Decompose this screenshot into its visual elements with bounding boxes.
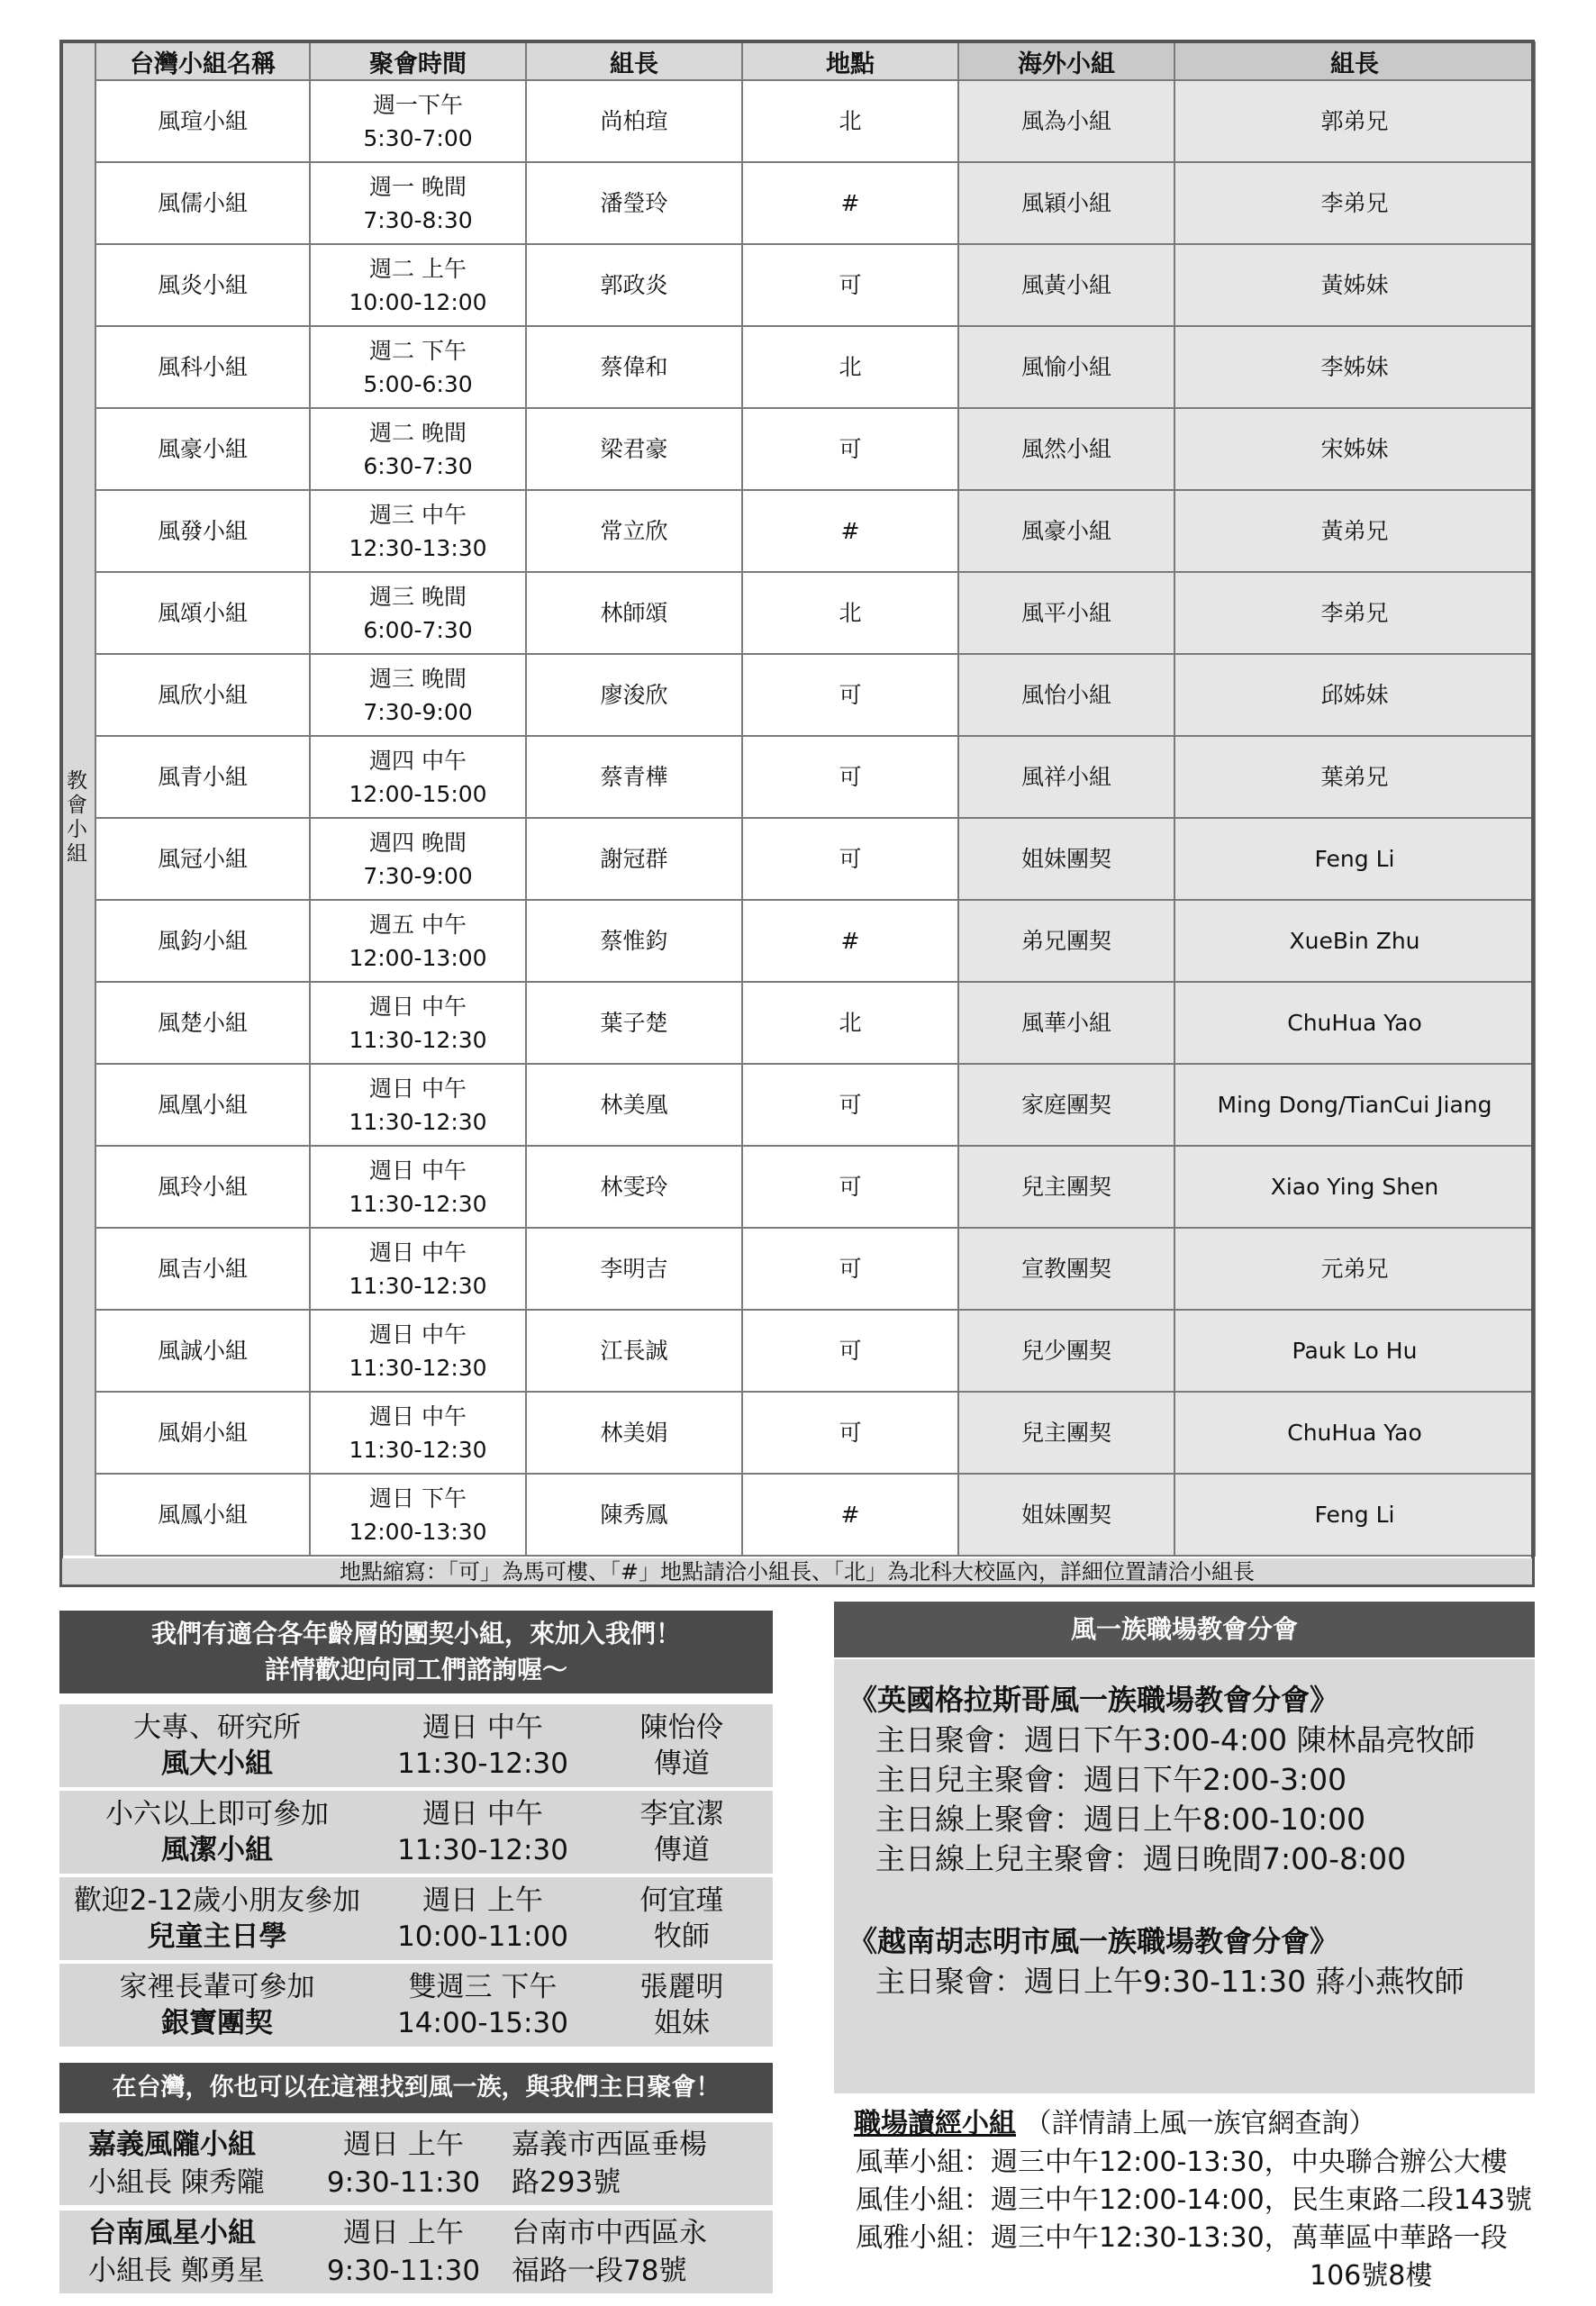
group-name: 風玲小組 — [95, 1146, 310, 1228]
meeting-day: 週日 中午 — [369, 993, 467, 1020]
meeting-time — [310, 1064, 526, 1146]
location-code: 可 — [742, 818, 958, 900]
overseas-leader: 李弟兄 — [1174, 162, 1535, 244]
taiwan-group-name: 嘉義風隴小組 — [88, 2129, 256, 2161]
meeting-day: 週日 下午 — [369, 1484, 467, 1512]
group-name: 風儒小組 — [95, 162, 310, 244]
table-row — [59, 900, 1535, 982]
taiwan-group-hours: 9:30-11:30 — [326, 2166, 481, 2199]
taiwan-group-address-line2: 路293號 — [512, 2166, 621, 2199]
table-row — [59, 1392, 1535, 1474]
overseas-group-name: 風怡小組 — [958, 654, 1174, 736]
overseas-group-name: 兒主團契 — [958, 1146, 1174, 1228]
fellowship-contact — [591, 1791, 773, 1874]
overseas-leader: 郭弟兄 — [1174, 80, 1535, 162]
overseas-group-name: 姐妹團契 — [958, 818, 1174, 900]
overseas-group-name: 風平小組 — [958, 572, 1174, 654]
group-name: 風吉小組 — [95, 1228, 310, 1310]
group-name: 風欣小組 — [95, 654, 310, 736]
meeting-time — [310, 1146, 526, 1228]
meeting-day: 週五 中午 — [369, 911, 467, 938]
overseas-leader: Pauk Lo Hu — [1174, 1310, 1535, 1392]
group-name: 風冠小組 — [95, 818, 310, 900]
fellowship-name: 風大小組 — [161, 1748, 273, 1780]
fellowship-group — [59, 1877, 375, 1960]
group-name: 風青小組 — [95, 736, 310, 818]
meeting-hours: 7:30-9:00 — [363, 862, 473, 889]
meeting-hours: 5:00-6:30 — [363, 370, 473, 397]
taiwan-group-address-line1: 嘉義市西區垂楊 — [512, 2129, 707, 2161]
fellowship-contact — [591, 1877, 773, 1960]
small-group-table — [59, 41, 1536, 1557]
table-row — [59, 572, 1535, 654]
fellowship-contact-role: 傳道 — [654, 1748, 710, 1780]
table-row — [59, 326, 1535, 408]
overseas-leader: 宋姊妹 — [1174, 408, 1535, 490]
glasgow-schedule-line: 主日線上聚會：週日上午8:00-10:00 — [875, 1802, 1366, 1837]
meeting-hours: 6:00-7:30 — [363, 616, 473, 643]
location-code: 可 — [742, 1146, 958, 1228]
fellowship-header-line2: 詳情歡迎向同工們諮詢喔～ — [264, 1655, 567, 1684]
fellowship-contact-role: 傳道 — [654, 1834, 710, 1866]
location-code: 北 — [742, 982, 958, 1064]
overseas-group-name: 風然小組 — [958, 408, 1174, 490]
fellowship-desc: 歡迎2-12歲小朋友參加 — [73, 1884, 361, 1917]
bible-study-last-line: 106號8樓 — [1310, 2260, 1433, 2292]
group-name: 風頌小組 — [95, 572, 310, 654]
table-row — [59, 80, 1535, 162]
fellowship-row — [59, 1964, 773, 2047]
meeting-hours: 12:30-13:30 — [349, 534, 487, 561]
overseas-group-name: 風為小組 — [958, 80, 1174, 162]
location-code: # — [742, 162, 958, 244]
meeting-time — [310, 1228, 526, 1310]
location-code: # — [742, 490, 958, 572]
fellowship-day: 週日 中午 — [422, 1798, 543, 1830]
fellowship-table — [59, 1701, 773, 2050]
fellowship-name: 風潔小組 — [161, 1834, 273, 1866]
glasgow-schedule-line: 主日線上兒主聚會：週日晚間7:00-8:00 — [875, 1841, 1407, 1876]
overseas-leader: Xiao Ying Shen — [1174, 1146, 1535, 1228]
overseas-group-name: 姐妹團契 — [958, 1474, 1174, 1556]
fellowship-name: 兒童主日學 — [147, 1920, 287, 1953]
overseas-group-name: 風愉小組 — [958, 326, 1174, 408]
table-row — [59, 490, 1535, 572]
group-leader: 謝冠群 — [526, 818, 742, 900]
fellowship-time — [375, 1791, 591, 1874]
overseas-group-name: 風豪小組 — [958, 490, 1174, 572]
overseas-leader: 邱姊妹 — [1174, 654, 1535, 736]
meeting-hours: 10:00-12:00 — [349, 288, 487, 315]
taiwan-group-day: 週日 上午 — [343, 2217, 464, 2249]
location-code: 可 — [742, 408, 958, 490]
group-leader: 廖浚欣 — [526, 654, 742, 736]
group-leader: 李明吉 — [526, 1228, 742, 1310]
table-row — [59, 1064, 1535, 1146]
fellowship-group — [59, 1791, 375, 1874]
overseas-leader: Feng Li — [1174, 818, 1535, 900]
meeting-day: 週日 中午 — [369, 1239, 467, 1266]
overseas-leader: XueBin Zhu — [1174, 900, 1535, 982]
group-name: 風鳳小組 — [95, 1474, 310, 1556]
bible-study-line: 風雅小組：週三中午12:30-13:30，萬華區中華路一段 — [856, 2222, 1508, 2254]
taiwan-group-address-line2: 福路一段78號 — [512, 2255, 687, 2287]
group-leader: 林雯玲 — [526, 1146, 742, 1228]
meeting-hours: 6:30-7:30 — [363, 452, 473, 479]
table-row — [59, 408, 1535, 490]
location-code: 北 — [742, 572, 958, 654]
location-code: 可 — [742, 244, 958, 326]
fellowship-day: 週日 上午 — [422, 1884, 543, 1917]
meeting-time — [310, 900, 526, 982]
meeting-time — [310, 818, 526, 900]
group-leader: 梁君豪 — [526, 408, 742, 490]
meeting-time — [310, 572, 526, 654]
fellowship-time — [375, 1877, 591, 1960]
location-code: 可 — [742, 1392, 958, 1474]
overseas-group-name: 家庭團契 — [958, 1064, 1174, 1146]
group-name: 風鈞小組 — [95, 900, 310, 982]
table-row — [59, 244, 1535, 326]
taiwan-group-address — [485, 2211, 773, 2293]
workplace-branch-header: 風一族職場教會分會 — [834, 1602, 1535, 1657]
taiwan-group-row — [59, 2122, 773, 2205]
fellowship-contact-name: 何宜瑾 — [639, 1884, 724, 1917]
meeting-hours: 12:00-13:30 — [349, 1518, 487, 1545]
group-name: 風炎小組 — [95, 244, 310, 326]
meeting-day: 週日 中午 — [369, 1075, 467, 1102]
header-overseas-group: 海外小組 — [958, 42, 1174, 80]
table-row — [59, 654, 1535, 736]
meeting-time — [310, 1310, 526, 1392]
taiwan-groups-header: 在台灣，你也可以在這裡找到風一族，與我們主日聚會！ — [59, 2063, 773, 2113]
meeting-day: 週日 中午 — [369, 1403, 467, 1430]
group-name: 風科小組 — [95, 326, 310, 408]
overseas-group-name: 風穎小組 — [958, 162, 1174, 244]
overseas-group-name: 風黃小組 — [958, 244, 1174, 326]
taiwan-group-row — [59, 2211, 773, 2293]
meeting-hours: 11:30-12:30 — [349, 1190, 487, 1217]
meeting-hours: 12:00-13:00 — [349, 944, 487, 971]
group-leader: 郭政炎 — [526, 244, 742, 326]
table-row — [59, 1310, 1535, 1392]
meeting-time — [310, 326, 526, 408]
group-leader: 常立欣 — [526, 490, 742, 572]
location-code: # — [742, 900, 958, 982]
group-leader: 蔡惟鈞 — [526, 900, 742, 982]
meeting-day: 週一 晚間 — [369, 173, 467, 200]
meeting-hours: 7:30-8:30 — [363, 206, 473, 233]
meeting-time — [310, 244, 526, 326]
group-leader: 蔡偉和 — [526, 326, 742, 408]
group-name: 風瑄小組 — [95, 80, 310, 162]
table-row — [59, 982, 1535, 1064]
fellowship-day: 週日 中午 — [422, 1711, 543, 1744]
fellowship-hours: 11:30-12:30 — [397, 1834, 568, 1866]
meeting-hours: 12:00-15:00 — [349, 780, 487, 807]
header-blank — [59, 42, 95, 80]
overseas-leader: 李弟兄 — [1174, 572, 1535, 654]
fellowship-contact-name: 陳怡伶 — [639, 1711, 724, 1744]
overseas-leader: ChuHua Yao — [1174, 982, 1535, 1064]
fellowship-contact-name: 張麗明 — [639, 1971, 724, 2003]
table-row — [59, 1146, 1535, 1228]
meeting-hours: 11:30-12:30 — [349, 1436, 487, 1463]
group-leader: 林師頌 — [526, 572, 742, 654]
header-location: 地點 — [742, 42, 958, 80]
fellowship-group — [59, 1704, 375, 1787]
bible-study-line: 風華小組：週三中午12:00-13:30，中央聯合辦公大樓 — [856, 2147, 1508, 2178]
header-taiwan-group: 台灣小組名稱 — [95, 42, 310, 80]
taiwan-group-hours: 9:30-11:30 — [326, 2255, 481, 2287]
table-row — [59, 1228, 1535, 1310]
meeting-time — [310, 1392, 526, 1474]
overseas-group-name: 風華小組 — [958, 982, 1174, 1064]
meeting-hours: 11:30-12:30 — [349, 1272, 487, 1299]
overseas-leader: 葉弟兄 — [1174, 736, 1535, 818]
fellowship-desc: 小六以上即可參加 — [105, 1798, 329, 1830]
meeting-hours: 11:30-12:30 — [349, 1354, 487, 1381]
group-name: 風誠小組 — [95, 1310, 310, 1392]
taiwan-group-address-line1: 台南市中西區永 — [512, 2217, 707, 2249]
group-leader: 江長誠 — [526, 1310, 742, 1392]
hcmc-schedule-line: 主日聚會：週日上午9:30-11:30 蔣小燕牧師 — [875, 1964, 1465, 1999]
fellowship-row — [59, 1877, 773, 1960]
fellowship-header — [59, 1611, 773, 1693]
location-code: 北 — [742, 80, 958, 162]
group-name: 風凰小組 — [95, 1064, 310, 1146]
overseas-leader: 李姊妹 — [1174, 326, 1535, 408]
overseas-group-name: 兒少團契 — [958, 1310, 1174, 1392]
group-leader: 林美娟 — [526, 1392, 742, 1474]
meeting-day: 週日 中午 — [369, 1157, 467, 1184]
meeting-day: 週三 晚間 — [369, 583, 467, 610]
group-leader: 蔡青樺 — [526, 736, 742, 818]
table-header-row — [59, 42, 1535, 80]
fellowship-contact-role: 牧師 — [654, 1920, 710, 1953]
workplace-bible-study — [854, 2104, 1574, 2295]
bible-study-note: （詳情請上風一族官網查詢） — [1024, 2108, 1376, 2139]
meeting-day: 週三 中午 — [369, 501, 467, 528]
meeting-day: 週日 中午 — [369, 1321, 467, 1348]
meeting-hours: 7:30-9:00 — [363, 698, 473, 725]
glasgow-schedule-line: 主日兒主聚會：週日下午2:00-3:00 — [875, 1762, 1347, 1797]
fellowship-hours: 11:30-12:30 — [397, 1748, 568, 1780]
glasgow-schedule-line: 主日聚會：週日下午3:00-4:00 陳林晶亮牧師 — [875, 1722, 1475, 1757]
side-label — [59, 80, 95, 1556]
fellowship-desc: 家裡長輩可參加 — [119, 1971, 315, 2003]
meeting-day: 週三 晚間 — [369, 665, 467, 692]
group-leader: 林美凰 — [526, 1064, 742, 1146]
location-footnote: 地點縮寫：「可」為馬可樓、「#」地點請洽小組長、「北」為北科大校區內，詳細位置請洽小組長 — [59, 1558, 1535, 1587]
fellowship-contact — [591, 1964, 773, 2047]
fellowship-group — [59, 1964, 375, 2047]
meeting-hours: 5:30-7:00 — [363, 124, 473, 151]
location-code: 可 — [742, 1310, 958, 1392]
bible-study-heading — [854, 2104, 1574, 2144]
overseas-leader: 元弟兄 — [1174, 1228, 1535, 1310]
overseas-leader: Feng Li — [1174, 1474, 1535, 1556]
taiwan-group-leader: 小組長 鄭勇星 — [88, 2255, 265, 2287]
fellowship-name: 銀寶團契 — [161, 2007, 273, 2039]
location-code: # — [742, 1474, 958, 1556]
meeting-hours: 11:30-12:30 — [349, 1026, 487, 1053]
meeting-time — [310, 162, 526, 244]
group-leader: 陳秀鳳 — [526, 1474, 742, 1556]
fellowship-row — [59, 1791, 773, 1874]
overseas-leader: Ming Dong/TianCui Jiang — [1174, 1064, 1535, 1146]
taiwan-group — [59, 2122, 322, 2205]
side-label-text: 教會小組 — [67, 769, 87, 866]
fellowship-desc: 大專、研究所 — [133, 1711, 301, 1744]
location-code: 可 — [742, 1228, 958, 1310]
meeting-day: 週二 下午 — [369, 337, 467, 364]
meeting-day: 週四 晚間 — [369, 829, 467, 856]
table-row — [59, 818, 1535, 900]
meeting-day: 週一下午 — [372, 91, 463, 118]
overseas-leader: 黃姊妹 — [1174, 244, 1535, 326]
overseas-group-name: 風祥小組 — [958, 736, 1174, 818]
table-row — [59, 1474, 1535, 1556]
meeting-day: 週二 晚間 — [369, 419, 467, 446]
taiwan-group — [59, 2211, 322, 2293]
group-name: 風發小組 — [95, 490, 310, 572]
meeting-time — [310, 654, 526, 736]
location-code: 可 — [742, 1064, 958, 1146]
bible-study-line: 風佳小組：週三中午12:00-14:00，民生東路二段143號 — [856, 2184, 1532, 2216]
meeting-time — [310, 1474, 526, 1556]
meeting-time — [310, 408, 526, 490]
meeting-day: 週四 中午 — [369, 747, 467, 774]
fellowship-header-line1: 我們有適合各年齡層的團契小組，來加入我們！ — [150, 1619, 681, 1648]
taiwan-group-leader: 小組長 陳秀隴 — [88, 2166, 265, 2199]
fellowship-time — [375, 1704, 591, 1787]
meeting-time — [310, 736, 526, 818]
workplace-branch-box — [834, 1659, 1535, 2093]
header-leader: 組長 — [526, 42, 742, 80]
location-code: 可 — [742, 736, 958, 818]
group-leader: 潘瑩玲 — [526, 162, 742, 244]
overseas-group-name: 兒主團契 — [958, 1392, 1174, 1474]
table-row — [59, 736, 1535, 818]
overseas-group-name: 宣教團契 — [958, 1228, 1174, 1310]
taiwan-groups-table — [59, 2117, 773, 2299]
group-name: 風豪小組 — [95, 408, 310, 490]
location-code: 可 — [742, 654, 958, 736]
overseas-leader: 黃弟兄 — [1174, 490, 1535, 572]
fellowship-row — [59, 1704, 773, 1787]
taiwan-group-time — [322, 2122, 485, 2205]
hcmc-title: 《越南胡志明市風一族職場教會分會》 — [848, 1924, 1339, 1958]
fellowship-contact-name: 李宜潔 — [639, 1798, 724, 1830]
taiwan-group-address — [485, 2122, 773, 2205]
taiwan-group-time — [322, 2211, 485, 2293]
fellowship-time — [375, 1964, 591, 2047]
taiwan-group-name: 台南風星小組 — [88, 2217, 256, 2249]
group-name: 風娟小組 — [95, 1392, 310, 1474]
overseas-leader: ChuHua Yao — [1174, 1392, 1535, 1474]
taiwan-group-day: 週日 上午 — [343, 2129, 464, 2161]
glasgow-title: 《英國格拉斯哥風一族職場教會分會》 — [848, 1683, 1339, 1717]
fellowship-day: 雙週三 下午 — [408, 1971, 558, 2003]
meeting-time — [310, 80, 526, 162]
table-row — [59, 162, 1535, 244]
group-leader: 尚柏瑄 — [526, 80, 742, 162]
bible-study-title: 職場讀經小組 — [854, 2108, 1016, 2139]
meeting-hours: 11:30-12:30 — [349, 1108, 487, 1135]
fellowship-hours: 14:00-15:30 — [397, 2007, 568, 2039]
meeting-day: 週二 上午 — [369, 255, 467, 282]
overseas-group-name: 弟兄團契 — [958, 900, 1174, 982]
group-leader: 葉子楚 — [526, 982, 742, 1064]
meeting-time — [310, 490, 526, 572]
fellowship-hours: 10:00-11:00 — [397, 1920, 568, 1953]
meeting-time — [310, 982, 526, 1064]
fellowship-contact — [591, 1704, 773, 1787]
location-code: 北 — [742, 326, 958, 408]
header-overseas-leader: 組長 — [1174, 42, 1535, 80]
header-meeting-time: 聚會時間 — [310, 42, 526, 80]
fellowship-contact-role: 姐妹 — [654, 2007, 710, 2039]
group-name: 風楚小組 — [95, 982, 310, 1064]
